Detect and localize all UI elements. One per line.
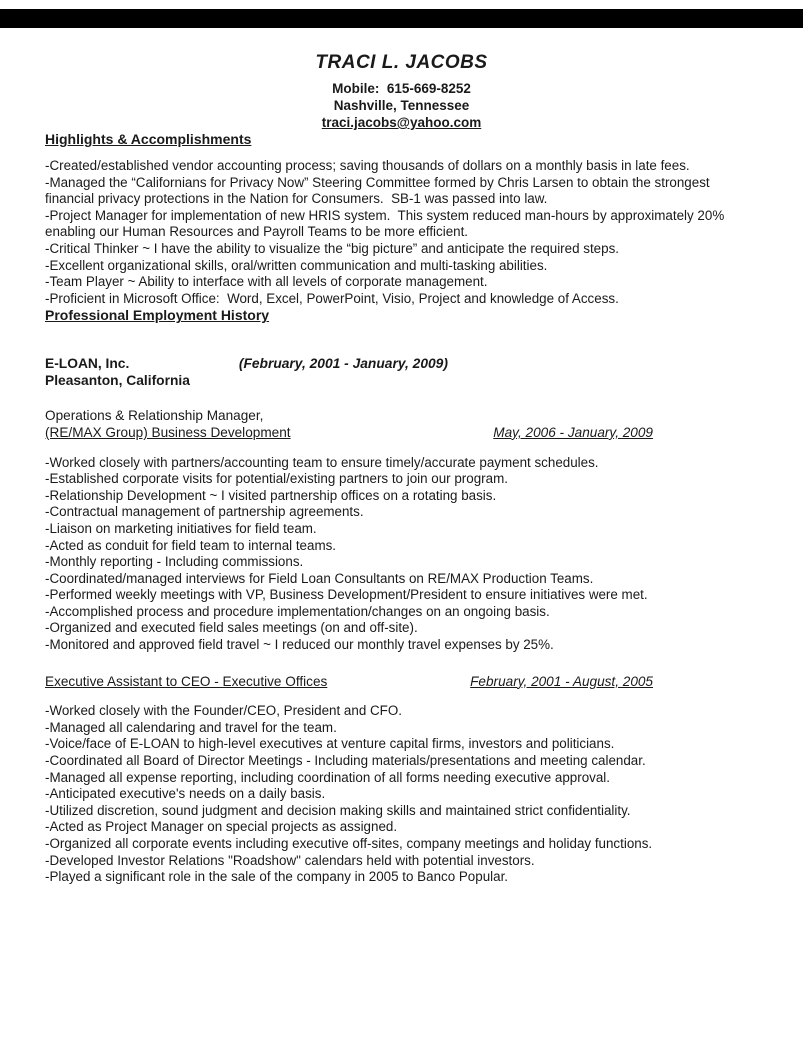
role-header-2 xyxy=(45,674,758,691)
duty-item: -Anticipated executive's needs on a daily basis. xyxy=(45,786,326,802)
candidate-location: Nashville, Tennessee xyxy=(333,98,470,113)
duty-item: -Managed all expense reporting, including coordination of all forms needing executive approval. xyxy=(45,769,610,785)
duty-item: -Acted as Project Manager on special projects as assigned. xyxy=(45,819,398,835)
employment-section xyxy=(45,307,758,885)
duty-item: -Contractual management of partnership agreements. xyxy=(45,504,364,520)
resume-header xyxy=(45,52,758,131)
duty-item: -Voice/face of E-LOAN to high-level executives at venture capital firms, investors and politicians. xyxy=(45,736,615,752)
duty-item: -Managed all calendaring and travel for the team. xyxy=(45,719,337,735)
role-title-line2: (RE/MAX Group) Business Development xyxy=(45,424,291,440)
candidate-mobile: Mobile: 615-669-8252 xyxy=(332,81,471,96)
duty-item: -Accomplished process and procedure implementation/changes on an ongoing basis. xyxy=(45,603,550,619)
role-title-2: Executive Assistant to CEO - Executive Offices xyxy=(45,673,328,689)
duty-item: -Played a significant role in the sale of the company in 2005 to Banco Popular. xyxy=(45,869,509,885)
highlight-item: -Project Manager for implementation of new HRIS system. This system reduced man-hours by approximately 20% enabling our Human Resources and Payroll Teams to be more efficient. xyxy=(45,207,728,240)
role-2-duties xyxy=(45,703,758,886)
duty-item: -Acted as conduit for field team to internal teams. xyxy=(45,537,337,553)
company-name: E-LOAN, Inc. xyxy=(45,356,130,372)
highlight-item: -Team Player ~ Ability to interface with all levels of corporate management. xyxy=(45,274,488,290)
candidate-email: traci.jacobs@yahoo.com xyxy=(321,115,482,130)
role-title-line1: Operations & Relationship Manager, xyxy=(45,408,264,424)
duty-item: -Developed Investor Relations "Roadshow" calendars held with potential investors. xyxy=(45,852,535,868)
duty-item: -Organized all corporate events including executive off-sites, company meetings and holiday functions. xyxy=(45,836,653,851)
highlight-item: -Managed the “Californians for Privacy Now” Steering Committee formed by Chris Larsen to obtain the strongest financial privacy protections in the Nation for Consumers. SB-1 was passed into law. xyxy=(45,174,714,207)
duty-item: -Worked closely with partners/accounting team to ensure timely/accurate payment schedules. xyxy=(45,454,599,470)
role-dates-2: February, 2001 - August, 2005 xyxy=(470,673,653,689)
duty-item: -Liaison on marketing initiatives for field team. xyxy=(45,520,317,536)
highlight-item: -Created/established vendor accounting process; saving thousands of dollars on a monthly basis in late fees. xyxy=(45,158,690,173)
duty-item: -Worked closely with the Founder/CEO, President and CFO. xyxy=(45,703,402,719)
highlight-item: -Excellent organizational skills, oral/written communication and multi-tasking abilities. xyxy=(45,257,548,273)
duty-item: -Relationship Development ~ I visited partnership offices on a rotating basis. xyxy=(45,487,497,503)
highlight-item: -Proficient in Microsoft Office: Word, Excel, PowerPoint, Visio, Project and knowledge of Access. xyxy=(45,290,619,306)
duty-item: -Utilized discretion, sound judgment and decision making skills and maintained strict confidentiality. xyxy=(45,802,631,818)
duty-item: -Coordinated all Board of Director Meetings - Including materials/presentations and meeting calendar. xyxy=(45,753,646,769)
duty-item: -Monthly reporting - Including commissions. xyxy=(45,554,304,570)
role-header-1 xyxy=(45,408,758,441)
duty-item: -Coordinated/managed interviews for Field Loan Consultants on RE/MAX Production Teams. xyxy=(45,570,594,586)
candidate-name: TRACI L. JACOBS xyxy=(315,52,488,73)
highlights-title: Highlights & Accomplishments xyxy=(45,131,252,147)
duty-item: -Performed weekly meetings with VP, Business Development/President to ensure initiatives were met. xyxy=(45,587,648,603)
resume-content xyxy=(45,28,758,886)
scan-artifact-bar xyxy=(0,9,803,28)
duty-item: -Established corporate visits for potential/existing partners to join our program. xyxy=(45,471,508,487)
employment-title: Professional Employment History xyxy=(45,307,270,324)
company-dates: (February, 2001 - January, 2009) xyxy=(238,356,448,372)
duty-item: -Organized and executed field sales meetings (on and off-site). xyxy=(45,620,418,636)
company-location: Pleasanton, California xyxy=(45,373,190,389)
company-row xyxy=(45,355,758,372)
highlights-section xyxy=(45,131,758,307)
highlights-list xyxy=(45,158,758,307)
role-title-line2-row xyxy=(45,425,758,442)
duty-item: -Monitored and approved field travel ~ I reduced our monthly travel expenses by 25%. xyxy=(45,637,554,653)
highlight-item: -Critical Thinker ~ I have the ability to visualize the “big picture” and anticipate the required steps. xyxy=(45,240,619,256)
role-dates-1: May, 2006 - January, 2009 xyxy=(493,424,653,440)
role-1-duties xyxy=(45,455,758,654)
